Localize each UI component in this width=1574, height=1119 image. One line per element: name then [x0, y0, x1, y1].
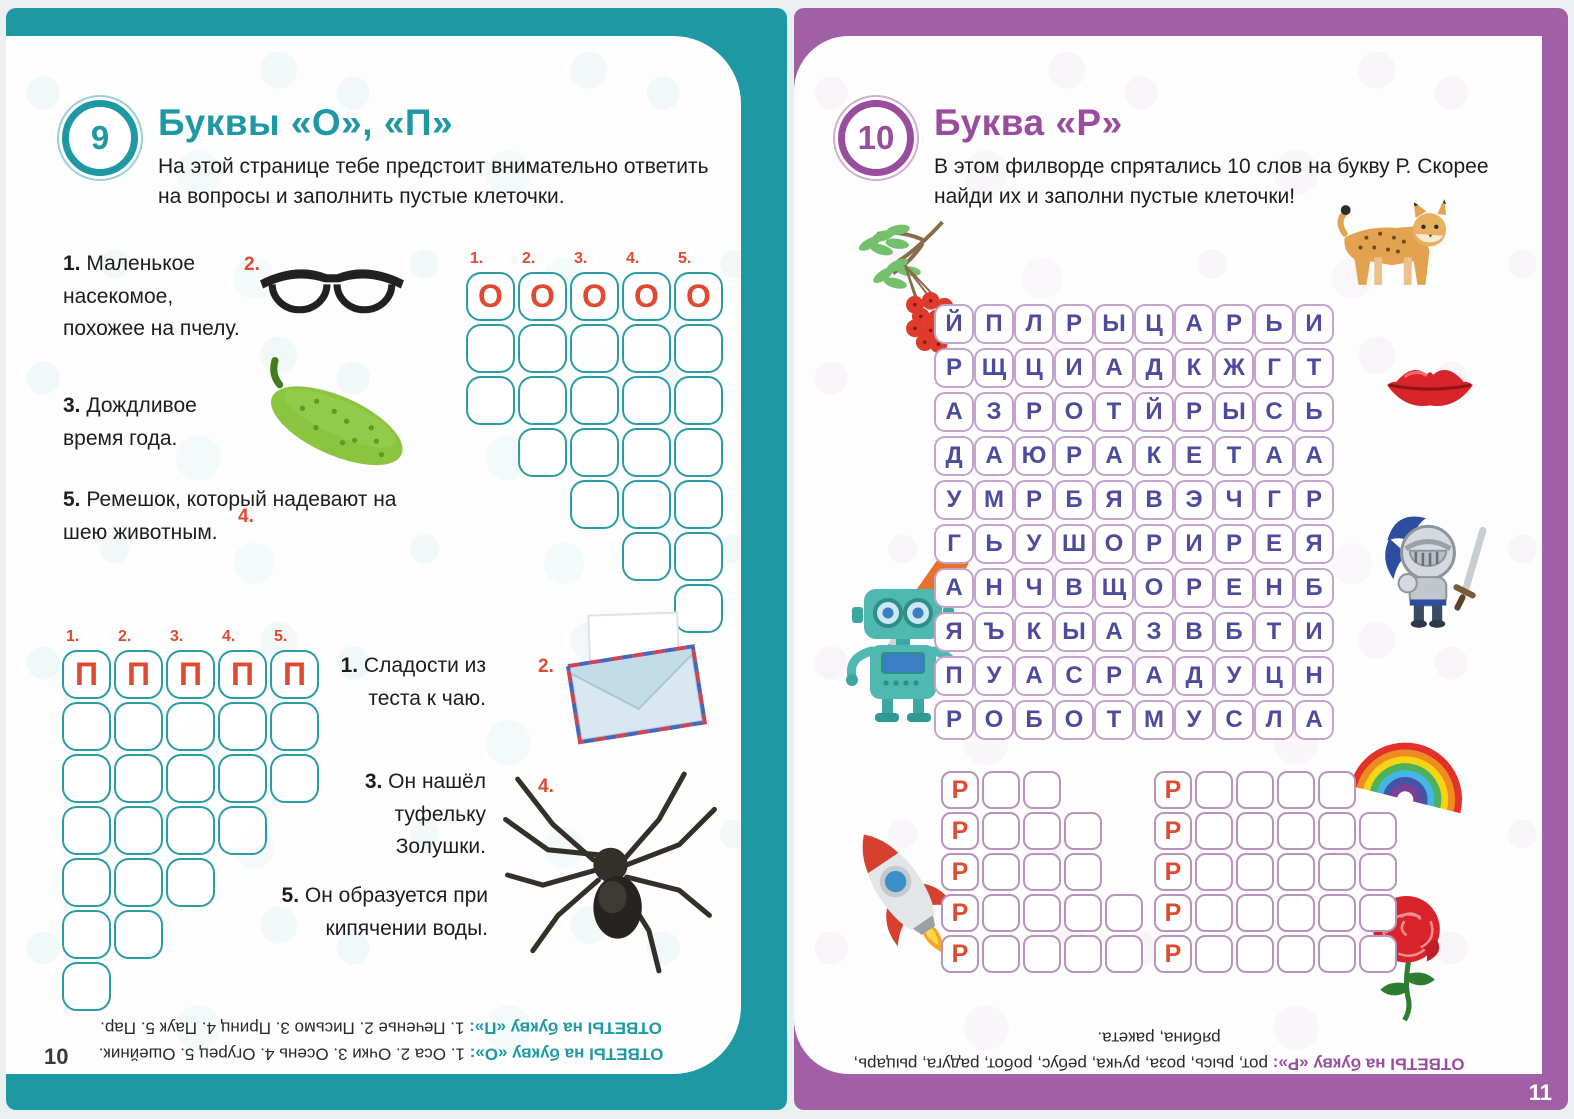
answer-row: [941, 853, 1143, 891]
wordsearch-cell[interactable]: Р: [1094, 656, 1134, 696]
wordsearch-cell[interactable]: Э: [1174, 480, 1214, 520]
lips-icon: [1384, 354, 1476, 418]
empty-cell[interactable]: [1195, 771, 1233, 809]
column-number: 5.: [274, 628, 288, 645]
clue-o-5-text: Ремешок, который надевают на шею животным.: [63, 488, 397, 544]
letter-grid-column: [518, 250, 567, 633]
empty-cell[interactable]: [1277, 771, 1315, 809]
answers-p-label: ОТВЕТЫ на букву «П»:: [469, 1018, 662, 1038]
empty-cell[interactable]: [570, 324, 619, 373]
letter-cell: О: [518, 272, 567, 321]
wordsearch-cell[interactable]: О: [1134, 568, 1174, 608]
empty-cell[interactable]: [1023, 894, 1061, 932]
wordsearch-cell[interactable]: Б: [1014, 700, 1054, 740]
empty-cell[interactable]: [1023, 853, 1061, 891]
wordsearch-cell[interactable]: Е: [1254, 524, 1294, 564]
wordsearch-cell[interactable]: Г: [934, 524, 974, 564]
wordsearch-cell[interactable]: Ь: [974, 524, 1014, 564]
letter-grid-column: [622, 250, 671, 633]
wordsearch-cell[interactable]: Р: [934, 348, 974, 388]
empty-cell[interactable]: [1318, 812, 1356, 850]
empty-cell[interactable]: [218, 806, 267, 855]
empty-cell[interactable]: [1277, 894, 1315, 932]
wordsearch-cell[interactable]: У: [1174, 700, 1214, 740]
empty-cell[interactable]: [1023, 935, 1061, 973]
wordsearch-cell[interactable]: И: [1174, 524, 1214, 564]
cucumber-icon: [248, 351, 420, 499]
wordsearch-cell[interactable]: У: [1014, 524, 1054, 564]
empty-cell[interactable]: [62, 806, 111, 855]
empty-cell[interactable]: [622, 376, 671, 425]
wordsearch-cell[interactable]: В: [1174, 612, 1214, 652]
wordsearch-cell[interactable]: Ч: [1014, 568, 1054, 608]
answers-o-label: ОТВЕТЫ на букву «О»:: [469, 1044, 664, 1064]
clue-p-1-num: 1.: [340, 654, 359, 677]
letter-cell: Р: [941, 771, 979, 809]
empty-cell[interactable]: [1359, 894, 1397, 932]
empty-cell[interactable]: [1195, 894, 1233, 932]
column-number: 3.: [574, 250, 588, 267]
answer-row: [1154, 771, 1397, 809]
wordsearch-cell[interactable]: Р: [1294, 480, 1334, 520]
wordsearch-cell[interactable]: О: [1054, 700, 1094, 740]
letter-cell: П: [218, 650, 267, 699]
letter-cell: Р: [1154, 935, 1192, 973]
empty-cell[interactable]: [1277, 935, 1315, 973]
wordsearch-cell[interactable]: А: [1294, 700, 1334, 740]
empty-cell[interactable]: [1318, 853, 1356, 891]
wordsearch-cell[interactable]: О: [1054, 392, 1094, 432]
wordsearch-cell[interactable]: Б: [1054, 480, 1094, 520]
clue-p-1-text: Сладости из теста к чаю.: [363, 654, 486, 710]
clue-o-5-num: 5.: [63, 488, 81, 511]
empty-cell[interactable]: [1359, 812, 1397, 850]
empty-cell[interactable]: [166, 858, 215, 907]
empty-cell[interactable]: [570, 480, 619, 529]
wordsearch-cell[interactable]: С: [1214, 700, 1254, 740]
empty-cell[interactable]: [622, 428, 671, 477]
empty-cell[interactable]: [1023, 812, 1061, 850]
knight-icon: [1367, 504, 1489, 636]
answers-p-line: [91, 1014, 671, 1040]
wordsearch-cell[interactable]: Й: [1134, 392, 1174, 432]
page-number-left: 10: [44, 1044, 69, 1069]
wordsearch-cell[interactable]: З: [974, 392, 1014, 432]
spider-icon: [496, 764, 721, 986]
wordsearch-cell[interactable]: Г: [1254, 480, 1294, 520]
wordsearch-cell[interactable]: Б: [1214, 612, 1254, 652]
wordsearch-cell[interactable]: Т: [1254, 612, 1294, 652]
answer-grid-left: [941, 771, 1143, 973]
clue-p-5-text: Он образуется при кипячении воды.: [304, 884, 488, 940]
clue-p-5: [278, 880, 488, 945]
page-subtitle: На этой странице тебе предстоит внимательно ответить на вопросы и заполнить пустые клеточки.: [158, 155, 709, 209]
empty-cell[interactable]: [1359, 935, 1397, 973]
wordsearch-cell[interactable]: К: [1014, 612, 1054, 652]
wordsearch-cell[interactable]: Д: [1174, 656, 1214, 696]
clue-p-4-num: 4.: [538, 776, 554, 797]
wordsearch-cell[interactable]: А: [934, 568, 974, 608]
letter-cell: П: [166, 650, 215, 699]
empty-cell[interactable]: [622, 324, 671, 373]
clue-o-1-num: 1.: [63, 252, 81, 275]
empty-cell[interactable]: [674, 532, 723, 581]
clue-o-2-num: 2.: [244, 254, 260, 275]
letter-cell: П: [114, 650, 163, 699]
wordsearch-cell[interactable]: Т: [1214, 436, 1254, 476]
wordsearch-cell[interactable]: Р: [934, 700, 974, 740]
letter-cell: О: [466, 272, 515, 321]
empty-cell[interactable]: [1236, 935, 1274, 973]
empty-cell[interactable]: [982, 771, 1020, 809]
wordsearch-cell[interactable]: А: [1014, 656, 1054, 696]
right-page: [794, 8, 1568, 1110]
clue-o-1-text: Маленькое насекомое, похожее на пчелу.: [63, 252, 240, 341]
empty-cell[interactable]: [466, 324, 515, 373]
wordsearch-cell[interactable]: Е: [1214, 568, 1254, 608]
answers-r-text: рот, рысь, роза, ручка, ребус, робот, радуга, рыцарь, рябина, ракета.: [853, 1028, 1268, 1074]
wordsearch-cell[interactable]: Н: [974, 568, 1014, 608]
left-page: [6, 8, 787, 1110]
letter-cell: Р: [1154, 812, 1192, 850]
wordsearch-cell[interactable]: Л: [1014, 304, 1054, 344]
empty-cell[interactable]: [114, 910, 163, 959]
answers-block-right: [849, 1024, 1469, 1074]
empty-cell[interactable]: [1277, 812, 1315, 850]
wordsearch-cell[interactable]: С: [1054, 656, 1094, 696]
wordsearch-cell[interactable]: Я: [1094, 480, 1134, 520]
wordsearch-cell[interactable]: Ы: [1054, 612, 1094, 652]
empty-cell[interactable]: [114, 806, 163, 855]
empty-cell[interactable]: [570, 376, 619, 425]
wordsearch-cell[interactable]: Я: [1294, 524, 1334, 564]
wordsearch-cell[interactable]: Ч: [1214, 480, 1254, 520]
wordsearch-cell[interactable]: А: [1174, 304, 1214, 344]
empty-cell[interactable]: [674, 480, 723, 529]
empty-cell[interactable]: [982, 853, 1020, 891]
answer-row: [941, 771, 1143, 809]
empty-cell[interactable]: [1236, 812, 1274, 850]
column-number: 1.: [470, 250, 484, 267]
answer-row: [1154, 894, 1397, 932]
answers-o-line: [91, 1040, 671, 1066]
clue-p-3-text: Он нашёл туфельку Золушки.: [388, 770, 486, 859]
left-page-panel: [6, 36, 741, 1074]
letter-grid-column: [62, 628, 111, 1011]
wordsearch-cell[interactable]: Г: [1254, 348, 1294, 388]
column-number: 4.: [222, 628, 236, 645]
wordsearch-cell[interactable]: Б: [1294, 568, 1334, 608]
empty-cell[interactable]: [1236, 771, 1274, 809]
empty-cell[interactable]: [1023, 771, 1061, 809]
empty-cell[interactable]: [1064, 935, 1102, 973]
column-number: 1.: [66, 628, 80, 645]
wordsearch-cell[interactable]: Ш: [1054, 524, 1094, 564]
wordsearch-cell[interactable]: Ы: [1094, 304, 1134, 344]
empty-cell[interactable]: [982, 935, 1020, 973]
column-number: 3.: [170, 628, 184, 645]
empty-cell[interactable]: [166, 702, 215, 751]
wordsearch-cell[interactable]: У: [934, 480, 974, 520]
wordsearch-cell[interactable]: Р: [1134, 524, 1174, 564]
answers-block-left: [91, 1014, 671, 1067]
empty-cell[interactable]: [1359, 853, 1397, 891]
wordsearch-cell[interactable]: О: [974, 700, 1014, 740]
answer-row: [1154, 812, 1397, 850]
wordsearch-cell[interactable]: С: [1254, 392, 1294, 432]
wordsearch-cell[interactable]: И: [1294, 304, 1334, 344]
wordsearch-cell[interactable]: Л: [1254, 700, 1294, 740]
empty-cell[interactable]: [1195, 935, 1233, 973]
wordsearch-cell[interactable]: Д: [934, 436, 974, 476]
empty-cell[interactable]: [518, 324, 567, 373]
empty-cell[interactable]: [166, 754, 215, 803]
wordsearch-cell[interactable]: А: [934, 392, 974, 432]
letter-cell: О: [674, 272, 723, 321]
empty-cell[interactable]: [114, 754, 163, 803]
right-page-panel: [794, 36, 1542, 1074]
empty-cell[interactable]: [674, 324, 723, 373]
wordsearch-cell[interactable]: Р: [1174, 568, 1214, 608]
wordsearch-cell[interactable]: М: [1134, 700, 1174, 740]
empty-cell[interactable]: [1064, 894, 1102, 932]
answers-r-label: ОТВЕТЫ на букву «Р»:: [1272, 1054, 1465, 1074]
wordsearch-cell[interactable]: Р: [1214, 524, 1254, 564]
empty-cell[interactable]: [466, 376, 515, 425]
letter-grid-column: [166, 628, 215, 1011]
empty-cell[interactable]: [1318, 894, 1356, 932]
letter-grid-o: [466, 250, 723, 633]
column-number: 2.: [522, 250, 536, 267]
answer-row: [941, 894, 1143, 932]
wordsearch-cell[interactable]: А: [974, 436, 1014, 476]
wordsearch-cell[interactable]: К: [1134, 436, 1174, 476]
empty-cell[interactable]: [218, 754, 267, 803]
wordsearch-cell[interactable]: Ц: [1134, 304, 1174, 344]
wordsearch-cell[interactable]: Ы: [1214, 392, 1254, 432]
empty-cell[interactable]: [674, 428, 723, 477]
empty-cell[interactable]: [1195, 812, 1233, 850]
empty-cell[interactable]: [674, 376, 723, 425]
empty-cell[interactable]: [114, 858, 163, 907]
empty-cell[interactable]: [62, 858, 111, 907]
wordsearch-cell[interactable]: Д: [1134, 348, 1174, 388]
empty-cell[interactable]: [114, 702, 163, 751]
wordsearch-cell[interactable]: И: [1294, 612, 1334, 652]
letter-cell: П: [270, 650, 319, 699]
wordsearch-cell[interactable]: П: [974, 304, 1014, 344]
wordsearch-cell[interactable]: А: [1294, 436, 1334, 476]
letter-cell: Р: [941, 812, 979, 850]
letter-cell: Р: [941, 894, 979, 932]
wordsearch-cell[interactable]: А: [1094, 436, 1134, 476]
wordsearch-cell[interactable]: Р: [1054, 436, 1094, 476]
answer-row: [941, 812, 1143, 850]
column-number: 2.: [118, 628, 132, 645]
empty-cell[interactable]: [1277, 853, 1315, 891]
empty-cell[interactable]: [622, 480, 671, 529]
empty-cell[interactable]: [1236, 853, 1274, 891]
wordsearch-cell[interactable]: Й: [934, 304, 974, 344]
wordsearch-cell[interactable]: К: [1174, 348, 1214, 388]
wordsearch-cell[interactable]: Р: [1014, 480, 1054, 520]
letter-cell: П: [62, 650, 111, 699]
clue-p-3: [300, 766, 486, 864]
letter-cell: Р: [941, 853, 979, 891]
wordsearch-cell[interactable]: У: [974, 656, 1014, 696]
wordsearch-cell[interactable]: В: [1054, 568, 1094, 608]
wordsearch-cell[interactable]: Р: [1014, 392, 1054, 432]
clue-o-3-text: Дождливое время года.: [63, 394, 197, 450]
wordsearch-cell[interactable]: П: [934, 656, 974, 696]
clue-o-3-num: 3.: [63, 394, 81, 417]
wordsearch-cell[interactable]: Т: [1294, 348, 1334, 388]
page-number-right: 11: [1528, 1080, 1552, 1105]
wordsearch-cell[interactable]: Р: [1174, 392, 1214, 432]
page-title: Буквы «О», «П»: [158, 102, 454, 143]
answers-o-text: 1. Оса 2. Очки 3. Осень 4. Огурец 5. Ошейник.: [98, 1044, 465, 1064]
clue-o-5: [63, 484, 408, 549]
letter-grid-column: [570, 250, 619, 633]
clue-p-3-num: 3.: [364, 770, 383, 793]
empty-cell[interactable]: [62, 962, 111, 1011]
wordsearch-cell[interactable]: Р: [1214, 304, 1254, 344]
column-number: 4.: [626, 250, 640, 267]
clue-p-1: [306, 650, 486, 715]
answer-row: [1154, 935, 1397, 973]
task-number-badge: 9: [62, 100, 138, 176]
wordsearch-cell[interactable]: Ь: [1294, 392, 1334, 432]
wordsearch-cell[interactable]: Т: [1094, 700, 1134, 740]
wordsearch-cell[interactable]: А: [1094, 348, 1134, 388]
wordsearch-cell[interactable]: Щ: [974, 348, 1014, 388]
wordsearch-cell[interactable]: Н: [1294, 656, 1334, 696]
clue-o-4-num: 4.: [238, 506, 254, 527]
wordsearch-cell[interactable]: З: [1134, 612, 1174, 652]
lynx-icon: [1327, 196, 1455, 300]
empty-cell[interactable]: [1064, 853, 1102, 891]
letter-grid-column: [218, 628, 267, 1011]
answers-p-text: 1. Печенье 2. Письмо 3. Принц 4. Паук 5. Пар.: [100, 1018, 465, 1038]
wordsearch-cell[interactable]: И: [1054, 348, 1094, 388]
empty-cell[interactable]: [1318, 935, 1356, 973]
column-number: 5.: [678, 250, 692, 267]
letter-cell: Р: [1154, 771, 1192, 809]
letter-cell: Р: [1154, 853, 1192, 891]
letter-grid-column: [674, 250, 723, 633]
wordsearch-cell[interactable]: Р: [1054, 304, 1094, 344]
letter-cell: Р: [941, 935, 979, 973]
empty-cell[interactable]: [982, 812, 1020, 850]
envelope-icon: [556, 602, 714, 770]
page-title: Буква «Р»: [934, 102, 1123, 143]
wordsearch-cell[interactable]: А: [1094, 612, 1134, 652]
wordsearch-cell[interactable]: Ц: [1254, 656, 1294, 696]
answer-row: [1154, 853, 1397, 891]
wordsearch-cell[interactable]: Я: [934, 612, 974, 652]
wordsearch-cell[interactable]: Ь: [1254, 304, 1294, 344]
letter-cell: О: [622, 272, 671, 321]
page-subtitle: В этом филворде спрятались 10 слов на букву Р. Скорее найди их и заполни пустые клеточки!: [934, 155, 1489, 209]
empty-cell[interactable]: [1236, 894, 1274, 932]
clue-p-5-num: 5.: [281, 884, 300, 907]
empty-cell[interactable]: [62, 702, 111, 751]
letter-cell: Р: [1154, 894, 1192, 932]
wordsearch-cell[interactable]: М: [974, 480, 1014, 520]
answer-row: [941, 935, 1143, 973]
empty-cell[interactable]: [1105, 935, 1143, 973]
wordsearch-cell[interactable]: В: [1134, 480, 1174, 520]
empty-cell[interactable]: [982, 894, 1020, 932]
wordsearch-cell[interactable]: Щ: [1094, 568, 1134, 608]
empty-cell[interactable]: [1318, 771, 1356, 809]
wordsearch-cell[interactable]: Ю: [1014, 436, 1054, 476]
empty-cell[interactable]: [218, 702, 267, 751]
letter-grid-column: [466, 250, 515, 633]
answer-grid-right: [1154, 771, 1397, 973]
glasses-icon: [256, 252, 408, 328]
wordsearch-cell[interactable]: Н: [1254, 568, 1294, 608]
empty-cell[interactable]: [1105, 894, 1143, 932]
wordsearch-cell[interactable]: Е: [1174, 436, 1214, 476]
wordsearch-cell[interactable]: Ц: [1014, 348, 1054, 388]
wordsearch-grid: [934, 304, 1330, 740]
clue-o-1: [63, 248, 253, 346]
empty-cell[interactable]: [518, 428, 567, 477]
wordsearch-cell[interactable]: У: [1214, 656, 1254, 696]
letter-cell: О: [570, 272, 619, 321]
wordsearch-cell[interactable]: Т: [1094, 392, 1134, 432]
empty-cell[interactable]: [518, 376, 567, 425]
clue-o-3: [63, 390, 253, 455]
wordsearch-cell[interactable]: О: [1094, 524, 1134, 564]
wordsearch-cell[interactable]: А: [1254, 436, 1294, 476]
empty-cell[interactable]: [570, 428, 619, 477]
empty-cell[interactable]: [1195, 853, 1233, 891]
letter-grid-p: [62, 628, 319, 1011]
empty-cell[interactable]: [62, 754, 111, 803]
empty-cell[interactable]: [1064, 812, 1102, 850]
wordsearch-cell[interactable]: Ъ: [974, 612, 1014, 652]
empty-cell[interactable]: [622, 532, 671, 581]
empty-cell[interactable]: [62, 910, 111, 959]
task-number-badge: 10: [838, 100, 914, 176]
letter-grid-column: [114, 628, 163, 1011]
wordsearch-cell[interactable]: А: [1134, 656, 1174, 696]
clue-p-2-num: 2.: [538, 656, 554, 677]
empty-cell[interactable]: [166, 806, 215, 855]
wordsearch-cell[interactable]: Ж: [1214, 348, 1254, 388]
